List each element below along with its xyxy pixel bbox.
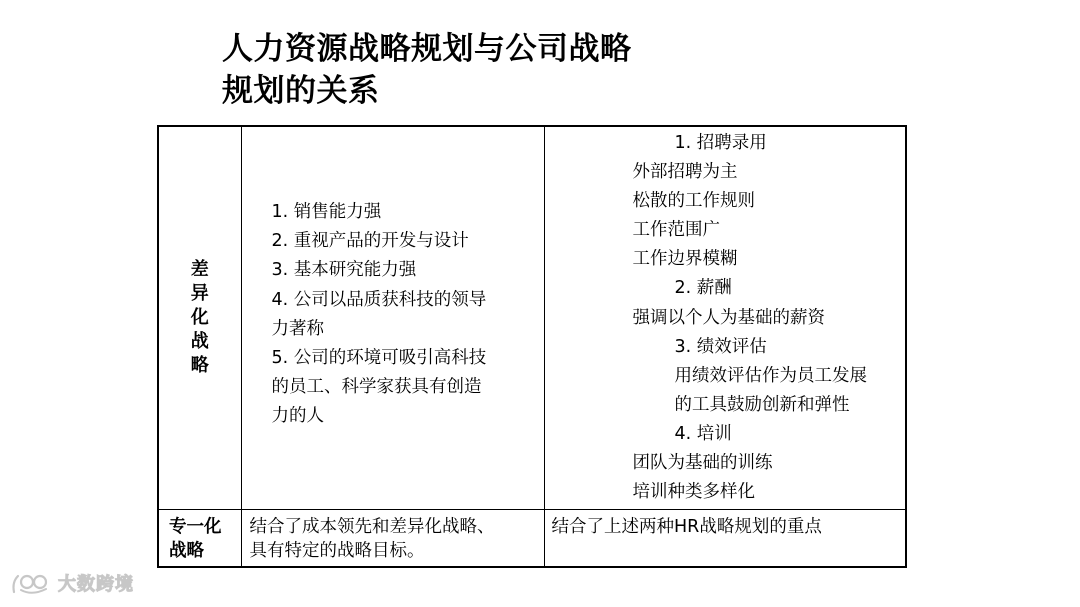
list-item: 工作边界模糊	[632, 249, 738, 270]
slide-title-line-1: 人力资源战略规划与公司战略	[222, 31, 632, 67]
list-item: 团队为基础的训练	[632, 453, 773, 474]
focus-hr-text: 结合了上述两种HR战略规划的重点	[551, 516, 822, 537]
list-item: 的工具鼓励创新和弹性	[674, 394, 850, 415]
focus-label-line-2: 战略	[169, 540, 204, 561]
list-heading: 3. 绩效评估	[674, 336, 767, 357]
table-row-differentiation	[158, 126, 906, 509]
list-item: 5. 公司的环境可吸引高科技	[271, 347, 487, 368]
list-item: 力著称	[271, 318, 324, 339]
label-char: 异	[190, 282, 209, 304]
differentiation-label	[159, 127, 241, 509]
watermark-text: 大数跨境	[58, 574, 134, 595]
focus-label-cell	[158, 509, 241, 567]
list-item: 2. 重视产品的开发与设计	[271, 231, 469, 252]
table-row-focus	[158, 509, 906, 567]
label-char: 战	[190, 330, 209, 352]
list-item: 4. 公司以品质获科技的领导	[271, 289, 487, 310]
label-char: 化	[190, 306, 209, 328]
differentiation-hr-cell	[544, 126, 906, 509]
list-item: 培训种类多样化	[632, 482, 755, 503]
list-item: 的员工、科学家获具有创造	[271, 377, 482, 398]
focus-company-cell	[241, 509, 544, 567]
list-heading: 1. 招聘录用	[674, 133, 767, 153]
focus-company-line-1: 结合了成本领先和差异化战略、	[249, 516, 495, 537]
focus-company-line-2: 具有特定的战略目标。	[249, 540, 425, 561]
slide-title	[222, 28, 782, 112]
list-item: 1. 销售能力强	[271, 201, 382, 222]
company-features-list	[242, 198, 544, 432]
differentiation-company-cell	[241, 126, 544, 509]
focus-label-line-1: 专一化	[169, 516, 222, 537]
slide-title-line-2: 规划的关系	[222, 73, 380, 109]
label-char: 差	[190, 258, 209, 280]
brand-logo-icon	[10, 570, 54, 596]
label-char: 略	[190, 354, 209, 376]
watermark	[10, 570, 134, 596]
list-item: 松散的工作规则	[632, 191, 755, 212]
list-item: 强调以个人为基础的薪资	[632, 307, 825, 328]
list-item: 用绩效评估作为员工发展	[674, 365, 867, 386]
differentiation-label-cell	[158, 126, 241, 509]
list-item: 工作范围广	[632, 220, 720, 241]
strategy-table	[157, 125, 907, 568]
list-item: 力的人	[271, 406, 324, 427]
hr-practices-list	[545, 127, 906, 507]
list-heading: 4. 培训	[674, 423, 732, 444]
list-item: 3. 基本研究能力强	[271, 260, 417, 281]
list-heading: 2. 薪酬	[674, 278, 732, 299]
focus-hr-cell	[544, 509, 906, 567]
list-item: 外部招聘为主	[632, 162, 738, 183]
